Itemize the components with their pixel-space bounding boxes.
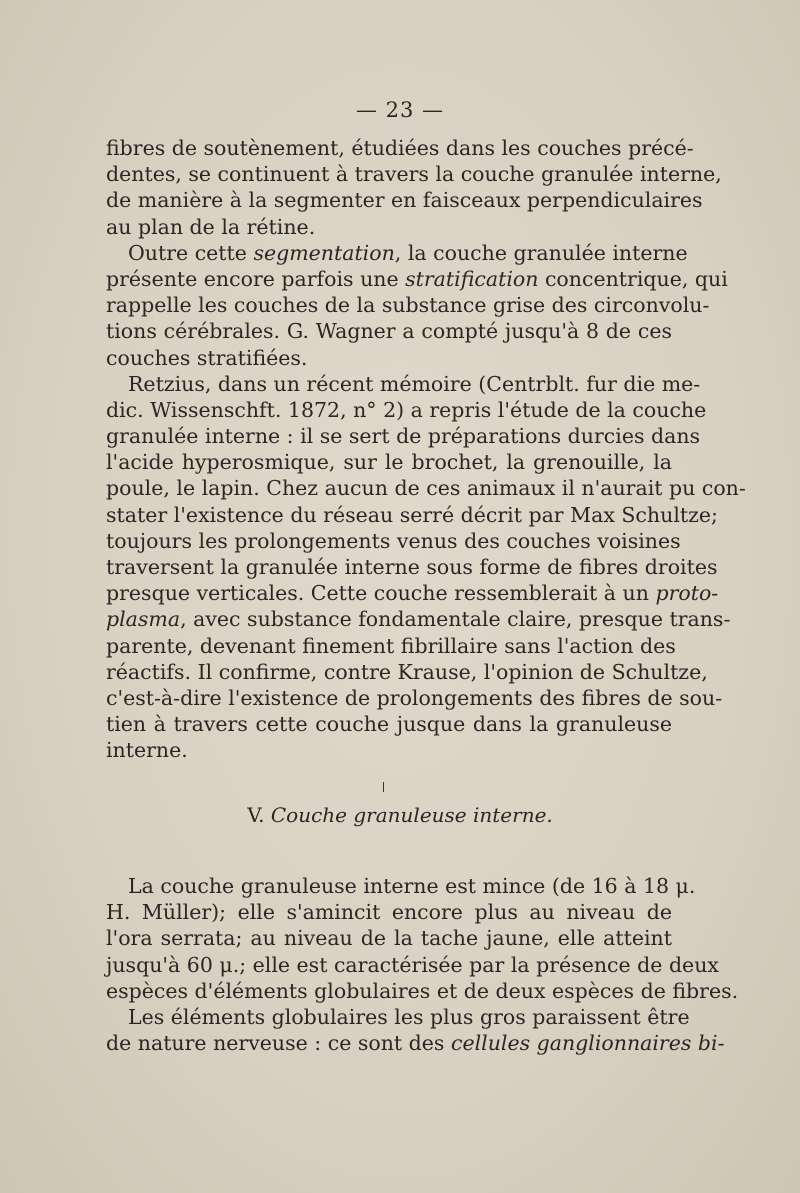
text-line: Retzius, dans un récent mémoire (Centrblt. fur die me- [128, 371, 701, 396]
text-line: tions cérébrales. G. Wagner a compté jusqu'à 8 de ces [106, 319, 672, 344]
text-line: Outre cette segmentation, la couche granulée interne [128, 240, 688, 265]
paragraph-block-1 [106, 135, 746, 764]
text-line: fibres de soutènement, étudiées dans les couches précé- [106, 136, 694, 160]
text-line: parente, devenant finement fibrillaire sans l'action des [106, 633, 676, 658]
text-line: presque verticales. Cette couche ressemblerait à un proto- [106, 581, 719, 606]
text-line: l'acide hyperosmique, sur le brochet, la grenouille, la [106, 450, 672, 475]
text-line: de manière à la segmenter en faisceaux perpendiculaires [106, 188, 703, 213]
text-line: H. Müller); elle s'amincit encore plus au niveau de [106, 900, 672, 925]
text-line: tien à travers cette couche jusque dans la granuleuse [106, 712, 672, 737]
text-line: stater l'existence du réseau serré décrit par Max Schultze; [106, 502, 718, 527]
text-line: réactifs. Il confirme, contre Krause, l'opinion de Schultze, [106, 659, 708, 684]
italic-term: segmentation [253, 240, 395, 265]
italic-term: cellules ganglionnaires bi- [450, 1031, 725, 1056]
text-line: plasma, avec substance fondamentale claire, presque trans- [106, 607, 731, 632]
text-line: poule, le lapin. Chez aucun de ces animaux il n'aurait pu con- [106, 476, 746, 501]
text-line: traversent la granulée interne sous forme de fibres droites [106, 555, 718, 579]
section-heading [0, 802, 800, 828]
text-line: La couche granuleuse interne est mince (de 16 à 18 μ. [128, 874, 696, 898]
text-line: interne. [106, 738, 188, 763]
text-line: au plan de la rétine. [106, 214, 316, 239]
text-line: toujours les prolongements venus des couches voisines [106, 528, 681, 553]
text-line: de nature nerveuse : ce sont des cellules ganglionnaires bi- [106, 1031, 725, 1056]
text-line: l'ora serrata; au niveau de la tache jaune, elle atteint [106, 926, 672, 951]
text-line: espèces d'éléments globulaires et de deux espèces de fibres. [106, 978, 739, 1003]
section-number: V. [247, 803, 265, 827]
text-line: rappelle les couches de la substance grise des circonvolu- [106, 293, 710, 318]
text-line: Les éléments globulaires les plus gros paraissent être [128, 1004, 690, 1029]
page-number: — 23 — [355, 98, 445, 122]
paragraph-block-2 [106, 873, 739, 1056]
text-line: couches stratifiées. [106, 345, 308, 370]
text-line: jusqu'à 60 μ.; elle est caractérisée par la présence de deux [106, 952, 719, 977]
text-line: c'est-à-dire l'existence de prolongements des fibres de sou- [106, 685, 723, 710]
italic-term: plasma [106, 607, 181, 632]
printer-mark [383, 782, 384, 792]
text-line: dic. Wissenschft. 1872, n° 2) a repris l'étude de la couche [106, 397, 707, 422]
italic-term: stratification [405, 266, 539, 291]
text-line: dentes, se continuent à travers la couche granulée interne, [106, 162, 722, 187]
section-title: Couche granuleuse interne. [270, 803, 553, 827]
text-line: granulée interne : il se sert de préparations durcies dans [106, 424, 701, 449]
italic-term: proto- [655, 581, 719, 606]
text-line: présente encore parfois une stratification concentrique, qui [106, 266, 728, 291]
